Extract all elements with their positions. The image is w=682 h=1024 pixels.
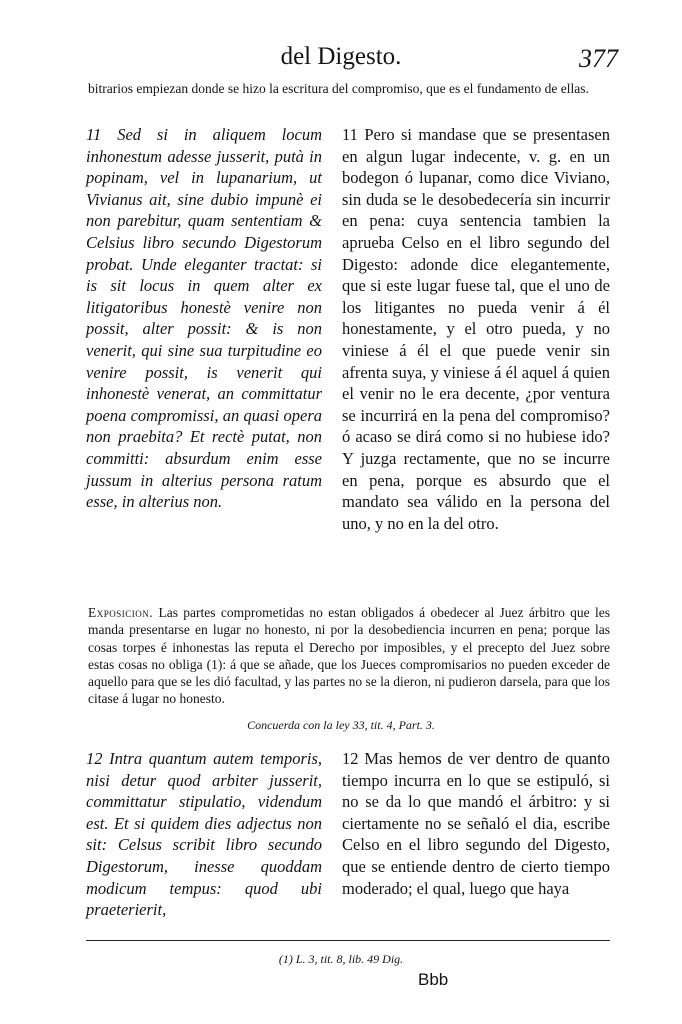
section-12-spanish: 12 Mas hemos de ver dentro de quanto tiempo incurra en lo que se estipuló, si no se da lo que mandó el árbitro: y si ciertamente no se señaló el dia, escribe Celso en el libro segundo del Digesto, que se entiende dentro de cierto tiempo moderado; el qual, luego que haya: [342, 749, 610, 898]
section-12-latin: 12 Intra quantum autem temporis, nisi detur quod arbiter jusserit, committatur stipulatio, videndum est. Et si quidem dies adjectus non sit: Celsus scribit libro secundo Digestorum, inesse quoddam modicum tempus: quod ubi praeterierit,: [86, 749, 322, 920]
exposicion-block: [88, 604, 610, 708]
section-11-latin: 11 Sed si in aliquem locum inhonestum adesse jusserit, putà in popinam, vel in lupanarium, ut Vivianus ait, sine dubio impunè ei non parebitur, quam sententiam & Celsius libro secundo Digestorum probat. Unde eleganter tractat: si is sit locus in quem alter ex litigatoribus honestè venire non possit, alter possit: & is non venerit, qui sine sua turpitudine eo venire possit, is venerit qui inhonestè venerat, an committatur poena compromissi, an quasi opera non praebita? Et rectè putat, non committi: absurdum enim esse jussum in alterius persona ratum esse, in alterius non.: [86, 125, 322, 512]
page-number: 377: [579, 44, 618, 73]
page-header: [0, 42, 682, 76]
exposicion-label: Exposicion.: [88, 605, 154, 620]
concordance-note: Concuerda con la ley 33, tit. 4, Part. 3.: [247, 718, 435, 732]
exposicion-text: Las partes comprometidas no estan obligados á obedecer al Juez árbitro que les manda presentarse en lugar no honesto, ni por la desobediencia incurren en pena; porque las cosas torpes é inhonestas las reputa el Derecho por imposibles, y el precepto del Juez sobre estas cosas no obliga (1): á que se añade, que los Jueces compromisarios no pueden exceder de aquello para que se les dió facultad, y las partes no se la dieron, ni pudieron darsela, para que los citase á lugar no honesto.: [88, 605, 610, 707]
carry-over-text: bitrarios empiezan donde se hizo la escritura del compromiso, que es el fundamento de ellas.: [88, 81, 589, 96]
running-title: del Digesto.: [280, 43, 402, 70]
footnote-rule: [86, 940, 610, 941]
signature-mark: Bbb: [418, 970, 449, 989]
footnote: (1) L. 3, tit. 8, lib. 49 Dig.: [278, 952, 404, 966]
section-11-spanish: 11 Pero si mandase que se presentasen en algun lugar indecente, v. g. en un bodegon ó lupanar, como dice Viviano, sin duda se le desobedecería sin incurrir en pena: cuya sentencia tambien la aprueba Celso en el libro segundo del Digesto: adonde dice elegantemente, que si este lugar fuese tal, que el uno de los litigantes no pueda venir á él honestamente, y el otro pueda, y no viniese á él el que puede venir sin afrenta suya, y viniese á él aquel á quien el venir no le era decente, ¿por ventura se incurrirá en la pena del compromiso? ó acaso se dirá como si no hubiese ido? Y juzga rectamente, que no se incurre en pena, porque es absurdo que el mandato sea válido en la persona del uno, y no en la del otro.: [342, 125, 610, 533]
